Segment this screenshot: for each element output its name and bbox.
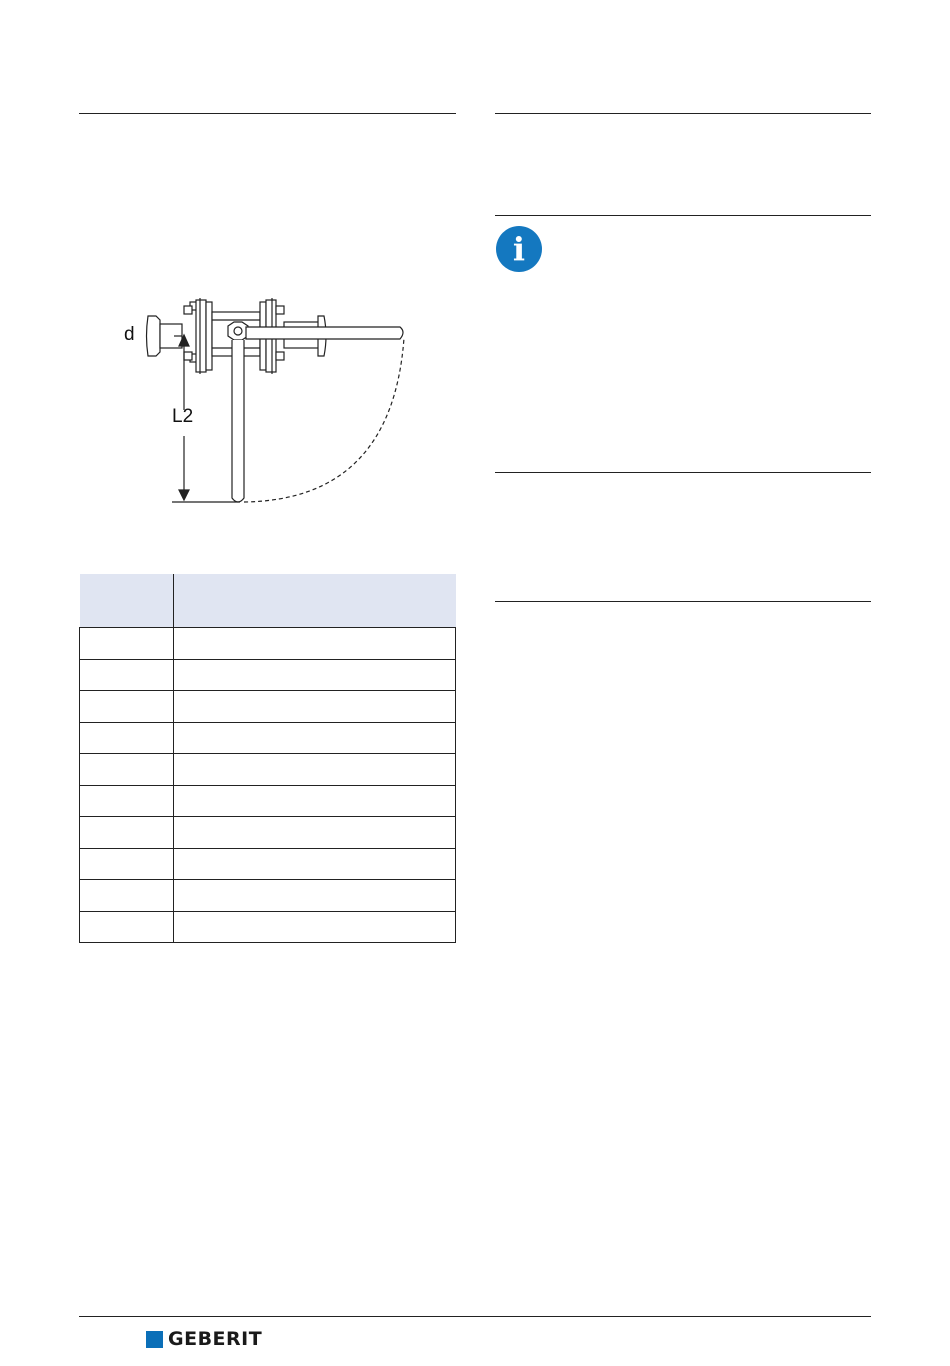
geberit-logo: [146, 1328, 262, 1350]
table-row: [80, 785, 456, 817]
table-row: [80, 911, 456, 943]
table-header-cell: [174, 574, 456, 628]
table-cell: [174, 659, 456, 691]
left-top-rule: [79, 113, 456, 114]
info-icon: i: [496, 226, 542, 272]
table-cell: [80, 911, 174, 943]
right-top-rule: [495, 113, 871, 114]
table-cell: [80, 817, 174, 849]
table-cell: [174, 817, 456, 849]
table-cell: [174, 691, 456, 723]
table-cell: [80, 628, 174, 660]
logo-square-icon: [146, 1331, 163, 1348]
table-row: [80, 754, 456, 786]
table-cell: [80, 722, 174, 754]
table-cell: [174, 722, 456, 754]
table-row: [80, 817, 456, 849]
info-bottom-rule: [495, 472, 871, 473]
table-cell: [174, 848, 456, 880]
section-bottom-rule: [495, 601, 871, 602]
dimensions-table: [79, 574, 456, 943]
dimension-label-l2: L2: [172, 406, 194, 427]
table-cell: [80, 880, 174, 912]
table-cell: [80, 659, 174, 691]
logo-text: GEBERIT: [168, 1328, 263, 1350]
table-row: [80, 659, 456, 691]
ball-valve-diagram: [112, 290, 412, 510]
table-cell: [80, 754, 174, 786]
table-cell: [174, 754, 456, 786]
table-header-cell: [80, 574, 174, 628]
info-top-rule: [495, 215, 871, 216]
valve-drawing: [112, 290, 412, 510]
table-cell: [174, 785, 456, 817]
table-row: [80, 628, 456, 660]
table-row: [80, 691, 456, 723]
table-cell: [80, 785, 174, 817]
table-row: [80, 848, 456, 880]
table-cell: [174, 880, 456, 912]
table-cell: [174, 911, 456, 943]
table-cell: [80, 848, 174, 880]
table-cell: [80, 691, 174, 723]
table-row: [80, 722, 456, 754]
table-header-row: [80, 574, 456, 628]
table-cell: [174, 628, 456, 660]
footer-rule: [79, 1316, 871, 1317]
dimension-label-d: d: [124, 324, 135, 345]
table-row: [80, 880, 456, 912]
